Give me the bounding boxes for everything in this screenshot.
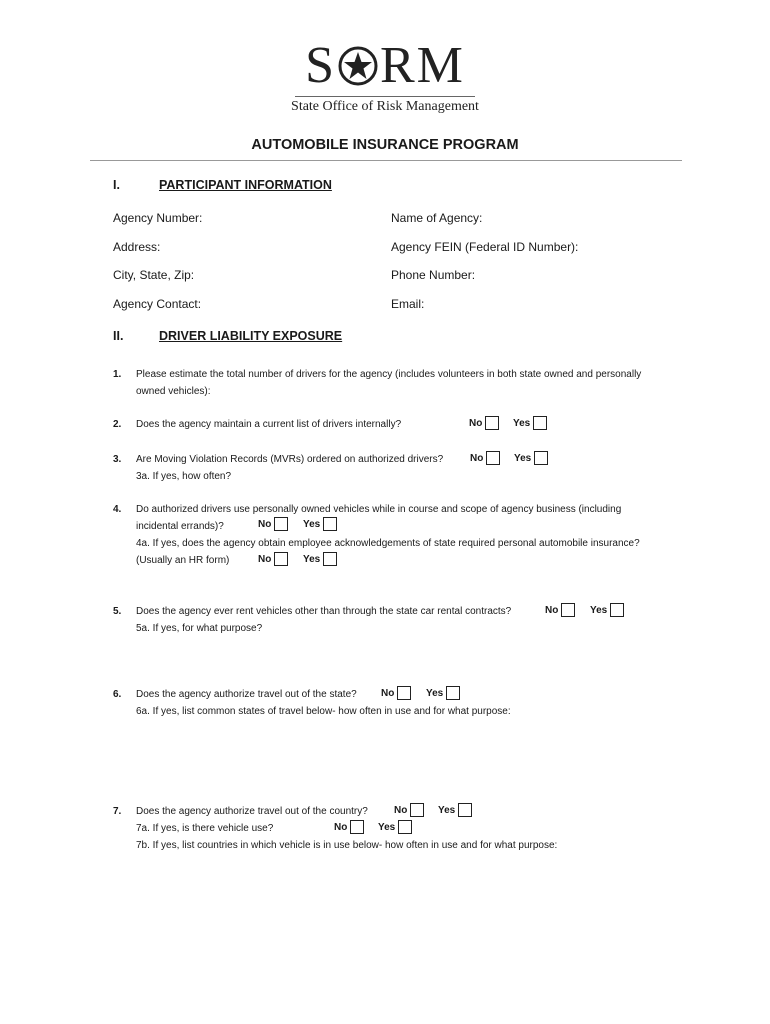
q5-yes-checkbox[interactable] [610,603,624,617]
q7-yes-checkbox[interactable] [458,803,472,817]
q5-no-option[interactable] [545,603,575,617]
city-state-zip-label: City, State, Zip: [113,268,195,282]
logo-rule [295,96,475,97]
yes-label: Yes [590,604,608,616]
section2-title: DRIVER LIABILITY EXPOSURE [159,329,343,343]
yes-label: Yes [426,687,444,699]
q2-yes-option[interactable] [513,416,547,430]
q4-line2: incidental errands)? [136,521,224,532]
q6-yes-option[interactable] [426,686,460,700]
q1-line2: owned vehicles): [136,386,211,397]
no-label: No [258,518,272,530]
no-label: No [334,821,348,833]
q6-yes-checkbox[interactable] [446,686,460,700]
q7a-yes-option[interactable] [378,820,412,834]
name-of-agency-label: Name of Agency: [391,211,483,225]
q7-line1: Does the agency authorize travel out of the country? [136,806,368,817]
q4-number: 4. [113,504,122,515]
q5-line1: Does the agency ever rent vehicles other than through the state car rental contracts? [136,606,512,617]
q4-line1: Do authorized drivers use personally owned vehicles while in course and scope of agency business (including [136,504,622,515]
logo-letters-rm: RM [380,37,465,94]
q3a-text: 3a. If yes, how often? [136,471,232,482]
q5-text [136,603,511,637]
q1-number: 1. [113,369,122,380]
agency-number-label: Agency Number: [113,211,203,225]
q7-no-checkbox[interactable] [410,803,424,817]
no-label: No [258,553,272,565]
phone-number-label: Phone Number: [391,268,476,282]
q1-line1: Please estimate the total number of drivers for the agency (includes volunteers in both state owned and personally [136,369,642,380]
q4a-line1: 4a. If yes, does the agency obtain employee acknowledgements of state required personal automobile insurance? [136,538,640,549]
q4-no-checkbox[interactable] [274,517,288,531]
q5-no-checkbox[interactable] [561,603,575,617]
q7a-no-option[interactable] [334,820,364,834]
q3-number: 3. [113,454,122,465]
q2-no-option[interactable] [469,416,499,430]
q4-yes-checkbox[interactable] [323,517,337,531]
q4a-yes-option[interactable] [303,552,337,566]
logo-letter-s: S [305,37,336,94]
q3-yes-option[interactable] [514,451,548,465]
section1-number: I. [113,178,120,192]
page-title: AUTOMOBILE INSURANCE PROGRAM [251,137,519,153]
q3-yes-checkbox[interactable] [534,451,548,465]
no-label: No [545,604,559,616]
q7b-text: 7b. If yes, list countries in which vehicle is in use below- how often in use and for what purpose: [136,840,558,851]
section2-number: II. [113,329,124,343]
yes-label: Yes [513,417,531,429]
yes-label: Yes [303,518,321,530]
yes-label: Yes [438,804,456,816]
logo-subtitle: State Office of Risk Management [291,99,479,114]
sorm-logo [0,37,770,115]
yes-label: Yes [514,452,532,464]
q5-number: 5. [113,606,122,617]
q7-yes-option[interactable] [438,803,472,817]
q5a-text: 5a. If yes, for what purpose? [136,623,263,634]
q4-no-option[interactable] [258,517,288,531]
q3-text [136,451,443,485]
q2-no-checkbox[interactable] [485,416,499,430]
q4a-yes-checkbox[interactable] [323,552,337,566]
q5-yes-option[interactable] [590,603,624,617]
agency-fein-label: Agency FEIN (Federal ID Number): [391,240,579,254]
section1-title: PARTICIPANT INFORMATION [159,178,332,192]
q3-no-checkbox[interactable] [486,451,500,465]
q4a-no-checkbox[interactable] [274,552,288,566]
q3-no-option[interactable] [470,451,500,465]
q2-text: Does the agency maintain a current list of drivers internally? [136,419,402,430]
q6a-text: 6a. If yes, list common states of travel below- how often in use and for what purpose: [136,706,511,717]
q1-text [136,366,641,400]
q4a-line2: (Usually an HR form) [136,555,230,566]
q7a-text: 7a. If yes, is there vehicle use? [136,823,274,834]
q7a-no-checkbox[interactable] [350,820,364,834]
q6-number: 6. [113,689,122,700]
q4a-no-option[interactable] [258,552,288,566]
q2-yes-checkbox[interactable] [533,416,547,430]
agency-contact-label: Agency Contact: [113,297,202,311]
title-divider [90,160,682,161]
logo-wordmark [305,37,465,94]
q4-yes-option[interactable] [303,517,337,531]
q6-no-option[interactable] [381,686,411,700]
no-label: No [470,452,484,464]
email-label: Email: [391,297,425,311]
q3-line1: Are Moving Violation Records (MVRs) ordered on authorized drivers? [136,454,444,465]
no-label: No [394,804,408,816]
q7-number: 7. [113,806,122,817]
yes-label: Yes [303,553,321,565]
no-label: No [381,687,395,699]
q7-no-option[interactable] [394,803,424,817]
q6-no-checkbox[interactable] [397,686,411,700]
q2-number: 2. [113,419,122,430]
no-label: No [469,417,483,429]
star-seal-icon [338,46,378,86]
q6-line1: Does the agency authorize travel out of the state? [136,689,357,700]
q4-text [136,501,640,569]
address-label: Address: [113,240,161,254]
yes-label: Yes [378,821,396,833]
q7a-yes-checkbox[interactable] [398,820,412,834]
